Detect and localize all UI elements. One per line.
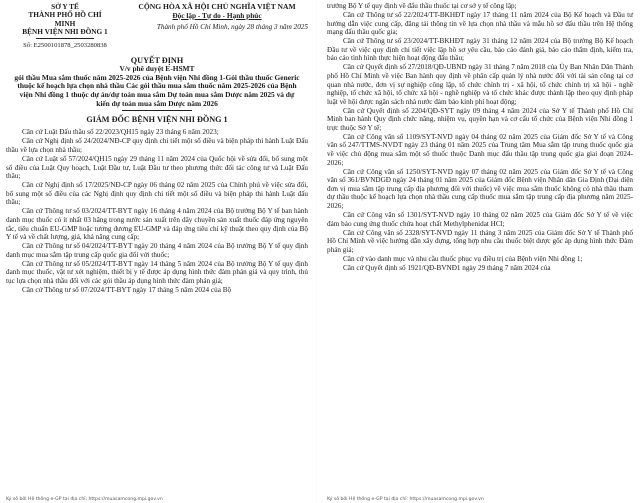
place-and-date: Thành phố Hồ Chí Minh, ngày 28 tháng 3 năm 2025 xyxy=(156,23,308,31)
org-line-4: BỆNH VIỆN NHI ĐỒNG 1 xyxy=(22,27,108,37)
paragraph: Căn cứ Nghị định số 17/2025/NĐ-CP ngày 06 tháng 02 năm 2025 của Chính phủ về việc sửa đổi, bổ sung một số điều của các Nghị định quy định chi tiết một số điều và biện pháp thi hành Luật đấu thầu; xyxy=(6,181,308,207)
org-line-3: MINH xyxy=(54,18,76,28)
paragraph: Căn cứ Luật Đấu thầu số 22/2023/QH15 ngày 23 tháng 6 năm 2023; xyxy=(22,128,219,137)
national-motto: Độc lập - Tự do - Hạnh phúc xyxy=(172,10,262,20)
paragraph: Căn cứ Thông tư số 03/2024/TT-BYT ngày 16 tháng 4 năm 2024 của Bộ trưởng Bộ Y tế ban hành danh mục thuốc có ít nhất 03 hãng trong nước sản xuất trên dây chuyền sản xuất thuốc đáp ứng nguyên tắc, tiêu chuẩn EU-GMP hoặc tương đương EU-GMP và đáp ứng tiêu chí kỹ thuật theo quy định của Bộ Y tế và về chất lượng, giá, khả năng cung cấp; xyxy=(6,207,308,242)
paragraph: Căn cứ Công văn số 2328/SYT-NVD ngày 11 tháng 3 năm 2025 của Giám đốc Sở Y tế Thành phố Hồ Chí Minh về việc hướng dẫn xây dựng, tổng hợp nhu cầu thuốc biệt dược gốc áp dụng hình thức Đàm phán giá; xyxy=(327,228,633,254)
decision-title: QUYẾT ĐỊNH xyxy=(130,55,184,65)
org-line-2: THÀNH PHỐ HỒ CHÍ xyxy=(28,10,102,20)
paragraph: Căn cứ Thông tư số 22/2024/TT-BKHĐT ngày 17 tháng 11 năm 2024 của Bộ Kế hoạch và Đầu tư hướng dẫn việc cung cấp, đăng tải thông tin về lựa chọn nhà thầu và mẫu hồ sơ đấu thầu trên Hệ thống mạng đấu thầu quốc gia; xyxy=(327,10,633,37)
paragraph: trưởng Bộ Y tế quy định về đấu thầu thuốc tại cơ sở y tế công lập; xyxy=(327,2,517,10)
decision-subject: gói thầu Mua sắm thuốc năm 2025-2026 của Bệnh viện Nhi đồng 1-Gói thầu thuốc Generic thuộc kế hoạch lựa chọn nhà thầu Các gói thầu mua sắm thuốc năm 2025-2026 của Bệnh viện Nhi đồng 1 thuộc dự án/dự toán mua sắm Dự toán mua sắm Dược năm 2025 và dự kiến dự toán mua sắm Dược năm 2026 xyxy=(14,72,300,108)
paragraph: Căn cứ Công văn số 1301/SYT-NVD ngày 10 tháng 02 năm 2025 của Giám đốc Sở Y tế về việc đảm bảo cung ứng thuốc chứa hoạt chất Methylphenidat HCl; xyxy=(327,210,633,228)
issuer-heading: GIÁM ĐỐC BỆNH VIỆN NHI ĐỒNG 1 xyxy=(86,115,228,125)
paragraph: Căn cứ Quyết định số 2204/QĐ-SYT ngày 09 tháng 4 năm 2024 của Sở Y tế Thành phố Hồ Chí Minh ban hành Quy định chức năng, nhiệm vụ, quyền hạn và cơ cấu tổ chức của Bệnh viện Nhi đồng 1 trực thuộc Sở Y tế; xyxy=(327,106,633,132)
paragraph: Căn cứ Công văn số 1250/SYT-NVD ngày 07 tháng 02 năm 2025 của Giám đốc Sở Y tế và Công văn số 361/BVNDGĐ ngày 24 tháng 01 năm 2025 của Giám đốc Bệnh viện Nhân dân Gia Định (Đại diện đơn vị mua sắm tập trung cấp địa phương đối với thuốc) về việc mua sắm thuốc không có nhà thầu tham dự thầu thuộc kế hoạch lựa chọn nhà thầu cung cấp thuốc mua sắm tập trung cấp địa phương năm 2025-2026; xyxy=(327,167,633,210)
national-heading xyxy=(126,3,308,50)
right-page-footer: Ký số bởi Hệ thống e-GP tại địa chỉ: https://muasamcong.mpi.gov.vn xyxy=(327,497,484,502)
paragraph: Căn cứ Quyết định số 1921/QĐ-BVNĐ1 ngày 29 tháng 7 năm 2024 của xyxy=(343,263,551,272)
issuing-organization xyxy=(6,3,124,50)
org-line-1: SỞ Y TẾ xyxy=(51,2,79,11)
paragraph: Căn cứ Nghị định số 24/2024/NĐ-CP quy định chi tiết một số điều và biện pháp thi hành Luật Đấu thầu về lựa chọn nhà thầu; xyxy=(6,137,308,155)
right-column xyxy=(327,2,633,272)
document-header xyxy=(6,3,308,50)
org-underline xyxy=(36,38,94,39)
paragraph: Căn cứ Thông tư số 07/2024/TT-BYT ngày 17 tháng 5 năm 2024 của Bộ xyxy=(22,285,232,294)
paragraph: Căn cứ Công văn số 1109/SYT-NVD ngày 04 tháng 02 năm 2025 của Giám đốc Sở Y tế và Công văn số 247/TTMS-NVDT ngày 23 tháng 01 năm 2025 của Trung tâm Mua sắm tập trung thuốc quốc gia về việc chủ động mua sắm một số thuốc thuộc Danh mục đấu thầu tập trung quốc gia giai đoạn 2024-2026; xyxy=(327,132,633,167)
national-title: CỘNG HÒA XÃ HỘI CHỦ NGHĨA VIỆT NAM xyxy=(138,2,296,11)
paragraph: Căn cứ Luật số 57/2024/QH15 ngày 29 tháng 11 năm 2024 của Quốc hội về sửa đổi, bổ sung một số điều của Luật Quy hoạch, Luật Đầu tư, Luật Đầu tư theo phương thức đối tác công tư và Luật Đấu thầu; xyxy=(6,155,308,181)
decision-subtitle: V/v phê duyệt E-HSMT xyxy=(119,64,195,74)
paragraph: Căn cứ Thông tư số 04/2024/TT-BYT ngày 20 tháng 4 năm 2024 của Bộ trưởng Bộ Y tế quy định danh mục mua sắm tập trung cấp quốc gia đối với thuốc; xyxy=(6,242,308,259)
left-body-text xyxy=(6,128,308,294)
paragraph: Căn cứ Thông tư số 23/2024/TT-BKHĐT ngày 31 tháng 12 năm 2024 của Bộ trưởng Bộ Kế hoạch Đầu tư về việc quy định chi tiết việc lập hồ sơ yêu cầu, báo cáo đánh giá, báo cáo thẩm định, kiểm tra, báo cáo tình hình thực hiện hoạt động đấu thầu; xyxy=(327,37,633,63)
paragraph: Căn cứ Quyết định số 27/2018/QĐ-UBND ngày 31 tháng 7 năm 2018 của Ủy Ban Nhân Dân Thành phố Hồ Chí Minh về việc Ban hành quy định về phân cấp quản lý nhà nước đối với tài sản công tại cơ quan nhà nước, đơn vị sự nghiệp công lập, tổ chức chính trị - xã hội, tổ chức chính trị xã hội - nghề nghiệp, tổ chức xã hội, tổ chức xã hội - nghề nghiệp và tổ chức khác được thành lập theo quy định pháp luật về hội được ngân sách nhà nước đảm bảo kinh phí hoạt động; xyxy=(327,63,633,106)
paragraph: Căn cứ Thông tư số 05/2024/TT-BYT ngày 14 tháng 5 năm 2024 của Bộ trưởng Bộ Y tế quy định danh mục thuốc, vật tư xét nghiệm, thiết bị y tế được áp dụng hình thức đàm phán giá và quy trình, thủ tục lựa chọn nhà thầu đối với các gói thầu áp dụng hình thức đàm phán giá; xyxy=(6,259,308,285)
paragraph: Căn cứ vào danh mục và nhu cầu thuốc phục vụ điều trị của Bệnh viện Nhi đồng 1; xyxy=(343,254,583,263)
decision-underline xyxy=(122,110,192,111)
left-page-footer: Ký số bởi Hệ thống e-GP tại địa chỉ: https://muasamcong.mpi.gov.vn xyxy=(6,497,163,502)
reference-number: Số: E2500101878_2503280838 xyxy=(23,41,107,49)
column-divider xyxy=(316,0,317,503)
left-column xyxy=(6,2,308,294)
